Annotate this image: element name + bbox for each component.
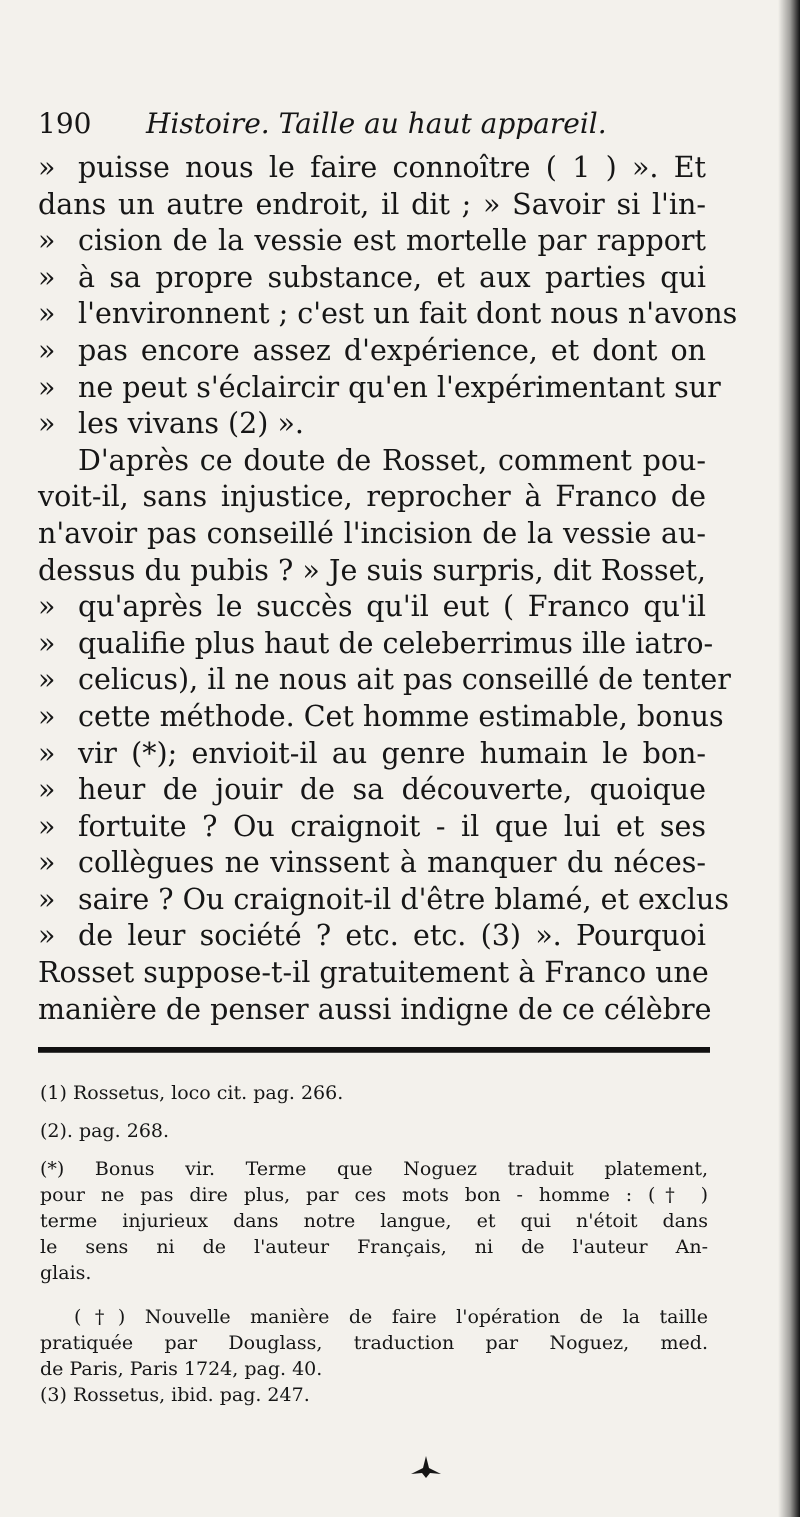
quote-mark: » xyxy=(38,590,56,624)
line-text: à sa propre substance, et aux parties qui xyxy=(78,260,706,294)
page-number: 190 xyxy=(38,107,92,140)
text-line xyxy=(38,370,721,407)
line-text: ne peut s'éclaircir qu'en l'expérimentant sur xyxy=(78,370,721,404)
text-line xyxy=(38,223,706,260)
text-line xyxy=(38,626,714,663)
line-text: qu'après le succès qu'il eut ( Franco qu'il xyxy=(78,590,706,624)
footnote-star-line: (*) Bonus vir. Terme que Noguez traduit platement, xyxy=(40,1158,708,1180)
line-text: les vivans (2) ». xyxy=(78,407,304,441)
line-text: voit-il, sans injustice, reprocher à Franco de xyxy=(38,480,706,514)
text-line xyxy=(38,992,712,1029)
quote-mark: » xyxy=(38,626,56,660)
quote-mark: » xyxy=(38,370,56,404)
text-line xyxy=(38,333,706,370)
line-text: D'après ce doute de Rosset, comment pou- xyxy=(78,443,706,477)
text-line xyxy=(38,589,706,626)
line-text: dans un autre endroit, il dit ; » Savoir si l'in- xyxy=(38,187,706,221)
quote-mark: » xyxy=(38,224,56,258)
line-text: heur de jouir de sa découverte, quoique xyxy=(78,773,706,807)
footnote-2: (2). pag. 268. xyxy=(40,1120,170,1142)
quote-mark: » xyxy=(38,736,56,770)
text-line xyxy=(38,699,724,736)
line-text: vir (*); envioit-il au genre humain le bon- xyxy=(78,736,706,770)
quote-mark: » xyxy=(38,846,56,880)
text-line xyxy=(38,662,731,699)
footnote-rule xyxy=(38,1047,710,1052)
footnotes xyxy=(40,1080,708,1408)
line-text: cision de la vessie est mortelle par rapport xyxy=(78,224,706,258)
text-line xyxy=(38,187,706,224)
line-text: de leur société ? etc. etc. (3) ». Pourquoi xyxy=(78,919,706,953)
footnote-dagger-line: (†) Nouvelle manière de faire l'opération de la taille xyxy=(74,1306,708,1328)
footnote-1: (1) Rossetus, loco cit. pag. 266. xyxy=(40,1082,344,1104)
text-line xyxy=(38,406,706,443)
footnote-star-line: pour ne pas dire plus, par ces mots bon - homme : († ) xyxy=(40,1184,708,1206)
main-text xyxy=(38,150,738,1028)
quote-mark: » xyxy=(38,699,56,733)
page-gutter-shadow xyxy=(778,0,800,1517)
line-text: cette méthode. Cet homme estimable, bonus xyxy=(78,699,724,733)
footnote-star-line: glais. xyxy=(40,1262,92,1284)
line-text: manière de penser aussi indigne de ce célèbre xyxy=(38,992,712,1026)
text-line xyxy=(38,809,706,846)
line-text: pas encore assez d'expérience, et dont on xyxy=(78,333,706,367)
text-line xyxy=(38,882,730,919)
text-line xyxy=(38,296,738,333)
footnote-dagger xyxy=(40,1304,708,1382)
quote-mark: » xyxy=(38,297,56,331)
text-line xyxy=(38,736,706,773)
text-line xyxy=(38,772,706,809)
text-line xyxy=(38,443,706,480)
text-line xyxy=(38,918,706,955)
text-line xyxy=(38,553,706,590)
text-line xyxy=(38,845,706,882)
quote-mark: » xyxy=(38,663,56,697)
line-text: qualifie plus haut de celeberrimus ille iatro- xyxy=(78,626,714,660)
text-line xyxy=(38,150,706,187)
running-title: Histoire. Taille au haut appareil. xyxy=(146,107,607,140)
footnote-dagger-line: pratiquée par Douglass, traduction par Noguez, med. xyxy=(40,1332,708,1354)
line-text: fortuite ? Ou craignoit - il que lui et ses xyxy=(78,809,706,843)
footnote-dagger-line: de Paris, Paris 1724, pag. 40. xyxy=(40,1358,323,1380)
text-line xyxy=(38,260,706,297)
line-text: n'avoir pas conseillé l'incision de la vessie au- xyxy=(38,516,706,550)
line-text: Rosset suppose-t-il gratuitement à Franco une xyxy=(38,956,709,990)
quote-mark: » xyxy=(38,809,56,843)
page-header xyxy=(38,102,738,146)
footnote-star-line: terme injurieux dans notre langue, et qui n'étoit dans xyxy=(40,1210,708,1232)
line-text: celicus), il ne nous ait pas conseillé de tenter xyxy=(78,663,731,697)
line-text: puisse nous le faire connoître ( 1 ) ». Et xyxy=(78,151,706,184)
quote-mark: » xyxy=(38,260,56,294)
quote-mark: » xyxy=(38,773,56,807)
footnote-star xyxy=(40,1156,708,1286)
line-text: dessus du pubis ? » Je suis surpris, dit Rosset, xyxy=(38,553,706,587)
quote-mark: » xyxy=(38,151,56,184)
line-text: saire ? Ou craignoit-il d'être blamé, et exclus xyxy=(78,882,730,916)
text-line xyxy=(38,955,709,992)
line-text: collègues ne vinssent à manquer du néces- xyxy=(78,846,706,880)
text-line xyxy=(38,479,706,516)
quote-mark: » xyxy=(38,882,56,916)
quote-mark: » xyxy=(38,333,56,367)
tailpiece-ornament-icon xyxy=(408,1454,444,1480)
quote-mark: » xyxy=(38,919,56,953)
footnote-3: (3) Rossetus, ibid. pag. 247. xyxy=(40,1384,310,1406)
footnote-star-line: le sens ni de l'auteur Français, ni de l'auteur An- xyxy=(40,1236,708,1258)
text-line xyxy=(38,516,706,553)
line-text: l'environnent ; c'est un fait dont nous n'avons xyxy=(78,297,738,331)
quote-mark: » xyxy=(38,407,56,441)
